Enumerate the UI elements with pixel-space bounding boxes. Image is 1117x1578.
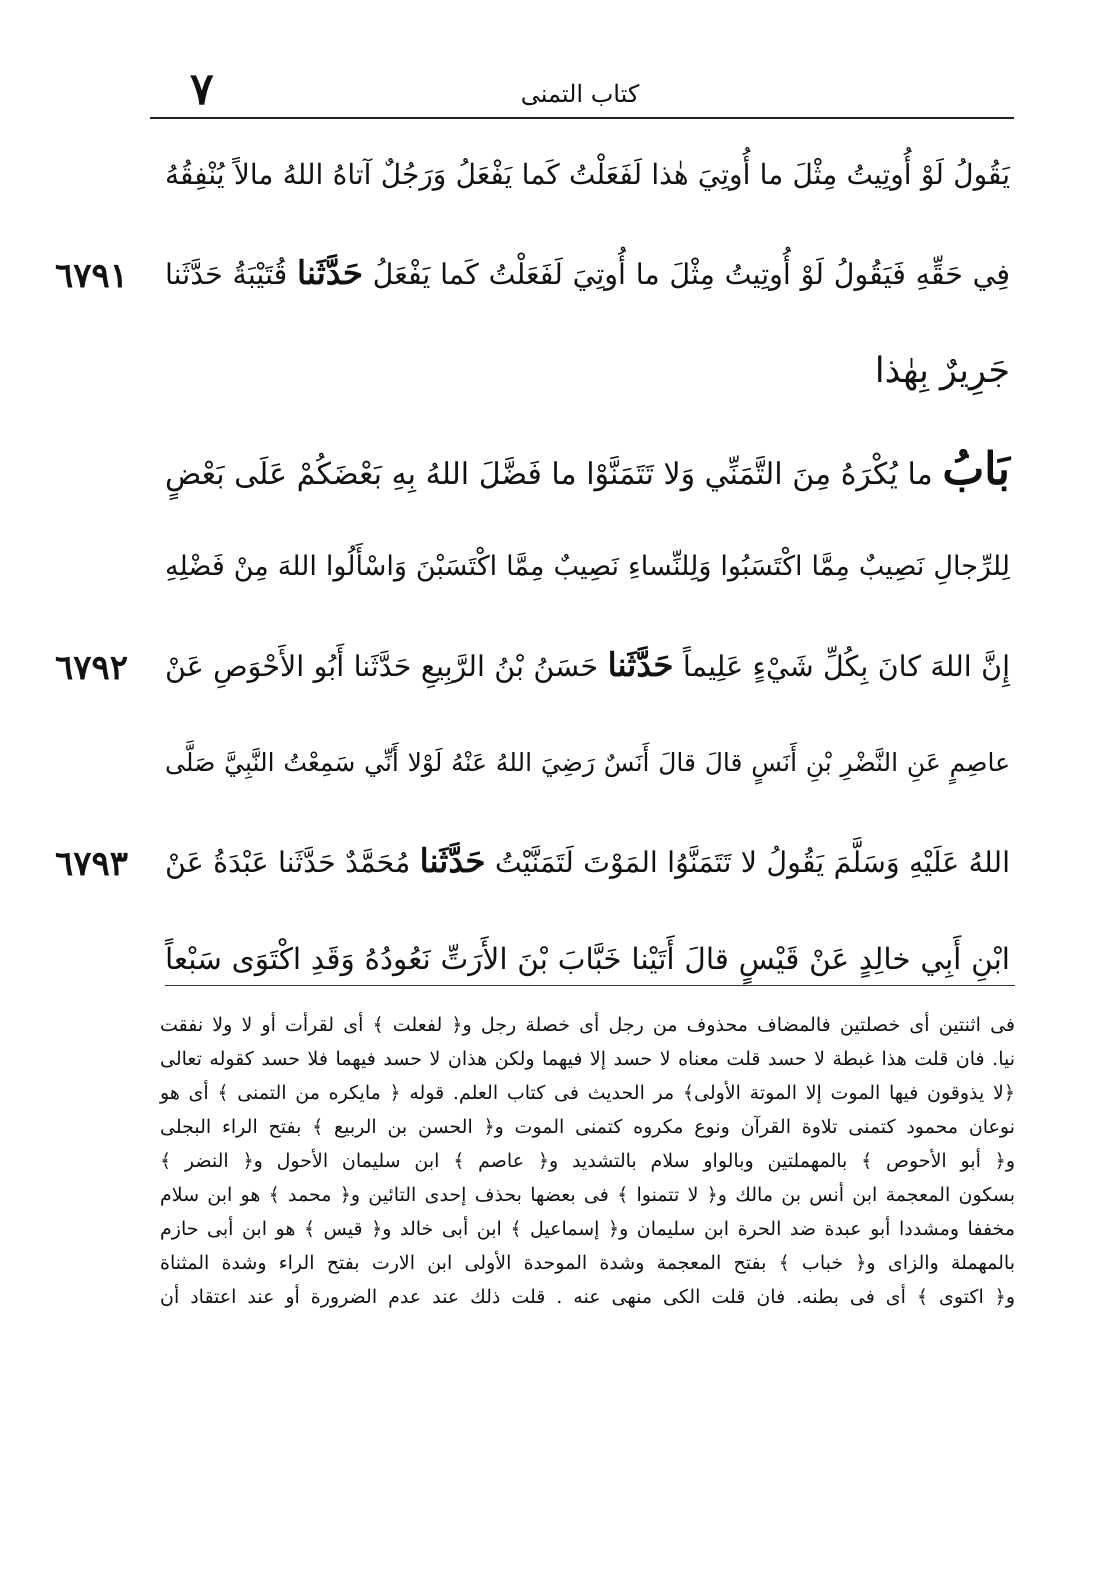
text-line: إِنَّ اللهَ كانَ بِكُلِّ شَيْءٍ عَلِيماً حَدَّثَنا حَسَنُ بْنُ الرَّبِيعِ حَدَّثَنا أَبُو الأَحْوَصِ عَنْ ٦٧٩٢ [55,645,1010,688]
note-line: و﴿ اكتوى ﴾ أى فى بطنه. فان قلت الكى منهى عنه . قلت ذلك عند عدم الضرورة أو عند اعتقاد أن [160,1286,1015,1308]
hadith-text [55,128,1011,1010]
note-line: ﴿لا يذوقون فيها الموت إلا الموتة الأولى﴾ مر الحديث فى كتاب العلم. قوله ﴿ مايكره من التمنى ﴾ أى هو [160,1082,1015,1104]
note-line: مخففا ومشددا أبو عبدة ضد الحرة ابن سليمان و﴿ إسماعيل ﴾ ابن أبى خالد و﴿ قيس ﴾ هو ابن أبى حازم [160,1218,1015,1240]
note-line: بالمهملة والزاى و﴿ خباب ﴾ بفتح المعجمة وشدة الموحدة الأولى ابن الارت بفتح الراء وشدة المثناة [160,1252,1015,1274]
hadith-number: ٦٧٩٣ [55,844,129,884]
text-line: جَرِيرٌ بِهٰذا [874,351,1010,391]
text-line: ابْنِ أَبِي خالِدٍ عَنْ قَيْسٍ قالَ أَتَيْنا خَبَّابَ بْنَ الأَرَتِّ نَعُودُهُ وَقَدِ اكْتَوَى سَبْعاً [165,942,1010,976]
note-line: و﴿ أبو الأحوص ﴾ بالمهملتين وبالواو سلام بالتشديد و﴿ عاصم ﴾ ابن سليمان الأحول و﴿ النضر ﴾ [160,1150,1015,1172]
book-title: كتاب التمنى [520,80,640,108]
note-line: نوعان محمود كتمنى تلاوة القرآن ونوع مكروه كتمنى الموت و﴿ الحسن بن الربيع ﴾ بفتح الراء البجلى [160,1116,1015,1138]
text-line: فِي حَقِّهِ فَيَقُولُ لَوْ أُوتِيتُ مِثْلَ ما أُوتِيَ لَفَعَلْتُ كَما يَفْعَلُ حَدَّثَنا قُتَيْبَةُ حَدَّثَنا ٦٧٩١ [55,253,1011,296]
text-line: اللهُ عَلَيْهِ وَسَلَّمَ يَقُولُ لا تَتَمَنَّوُا المَوْتَ لَتَمَنَّيْتُ حَدَّثَنا مُحَمَّدٌ حَدَّثَنا عَبْدَةُ عَنْ ٦٧٩٣ [55,841,1010,884]
hadith-number: ٦٧٩١ [55,256,129,296]
note-line: فى اثنتين أى خصلتين فالمضاف محذوف من رجل أى خصلة رجل و﴿ لفعلت ﴾ أى لقرأت أو لا ولا نفقت [160,1014,1015,1036]
text-line: لِلرِّجالِ نَصِيبٌ مِمَّا اكْتَسَبُوا وَلِلنِّساءِ نَصِيبٌ مِمَّا اكْتَسَبْنَ وَاسْأَلُوا اللهَ مِنْ فَضْلِهِ [165,551,1010,582]
hadith-number: ٦٧٩٢ [55,648,129,688]
haddathana-heading: حَدَّثَنا [419,841,486,880]
page-header [150,64,1010,115]
haddathana-heading: حَدَّثَنا [297,253,363,292]
commentary-notes [160,1008,1015,1314]
haddathana-heading: حَدَّثَنا [607,645,674,684]
text-line: عاصِمٍ عَنِ النَّضْرِ بْنِ أَنَسٍ قالَ قالَ أَنَسٌ رَضِيَ اللهُ عَنْهُ لَوْلا أَنِّي سَمِعْتُ النَّبِيَّ صَلَّى [165,748,1010,777]
footnote-divider [165,985,1015,986]
page-number: ٧ [190,64,214,115]
header-rule [150,117,1014,119]
text-line: يَقُولُ لَوْ أُوتِيتُ مِثْلَ ما أُوتِيَ هٰذا لَفَعَلْتُ كَما يَفْعَلُ وَرَجُلٌ آتاهُ اللهُ مالاً يُنْفِقُهُ [165,158,1010,191]
note-line: بسكون المعجمة ابن أنس بن مالك و﴿ لا تتمنوا ﴾ فى بعضها بحذف إحدى التائين و﴿ محمد ﴾ هو ابن سلام [160,1184,1015,1206]
bab-heading: بَابُ [942,443,1010,495]
chapter-heading-line: بَابُ ما يُكْرَهُ مِنَ التَّمَنِّي وَلا تَتَمَنَّوْا ما فَضَّلَ اللهُ بِهِ بَعْضَكُمْ عَلَى بَعْضٍ [165,443,1010,495]
note-line: نيا. فان قلت هذا غبطة لا حسد قلت معناه لا حسد إلا فيهما ولكن هذان لا حسد فيهما فلا حسد كقوله تعالى [160,1048,1015,1070]
